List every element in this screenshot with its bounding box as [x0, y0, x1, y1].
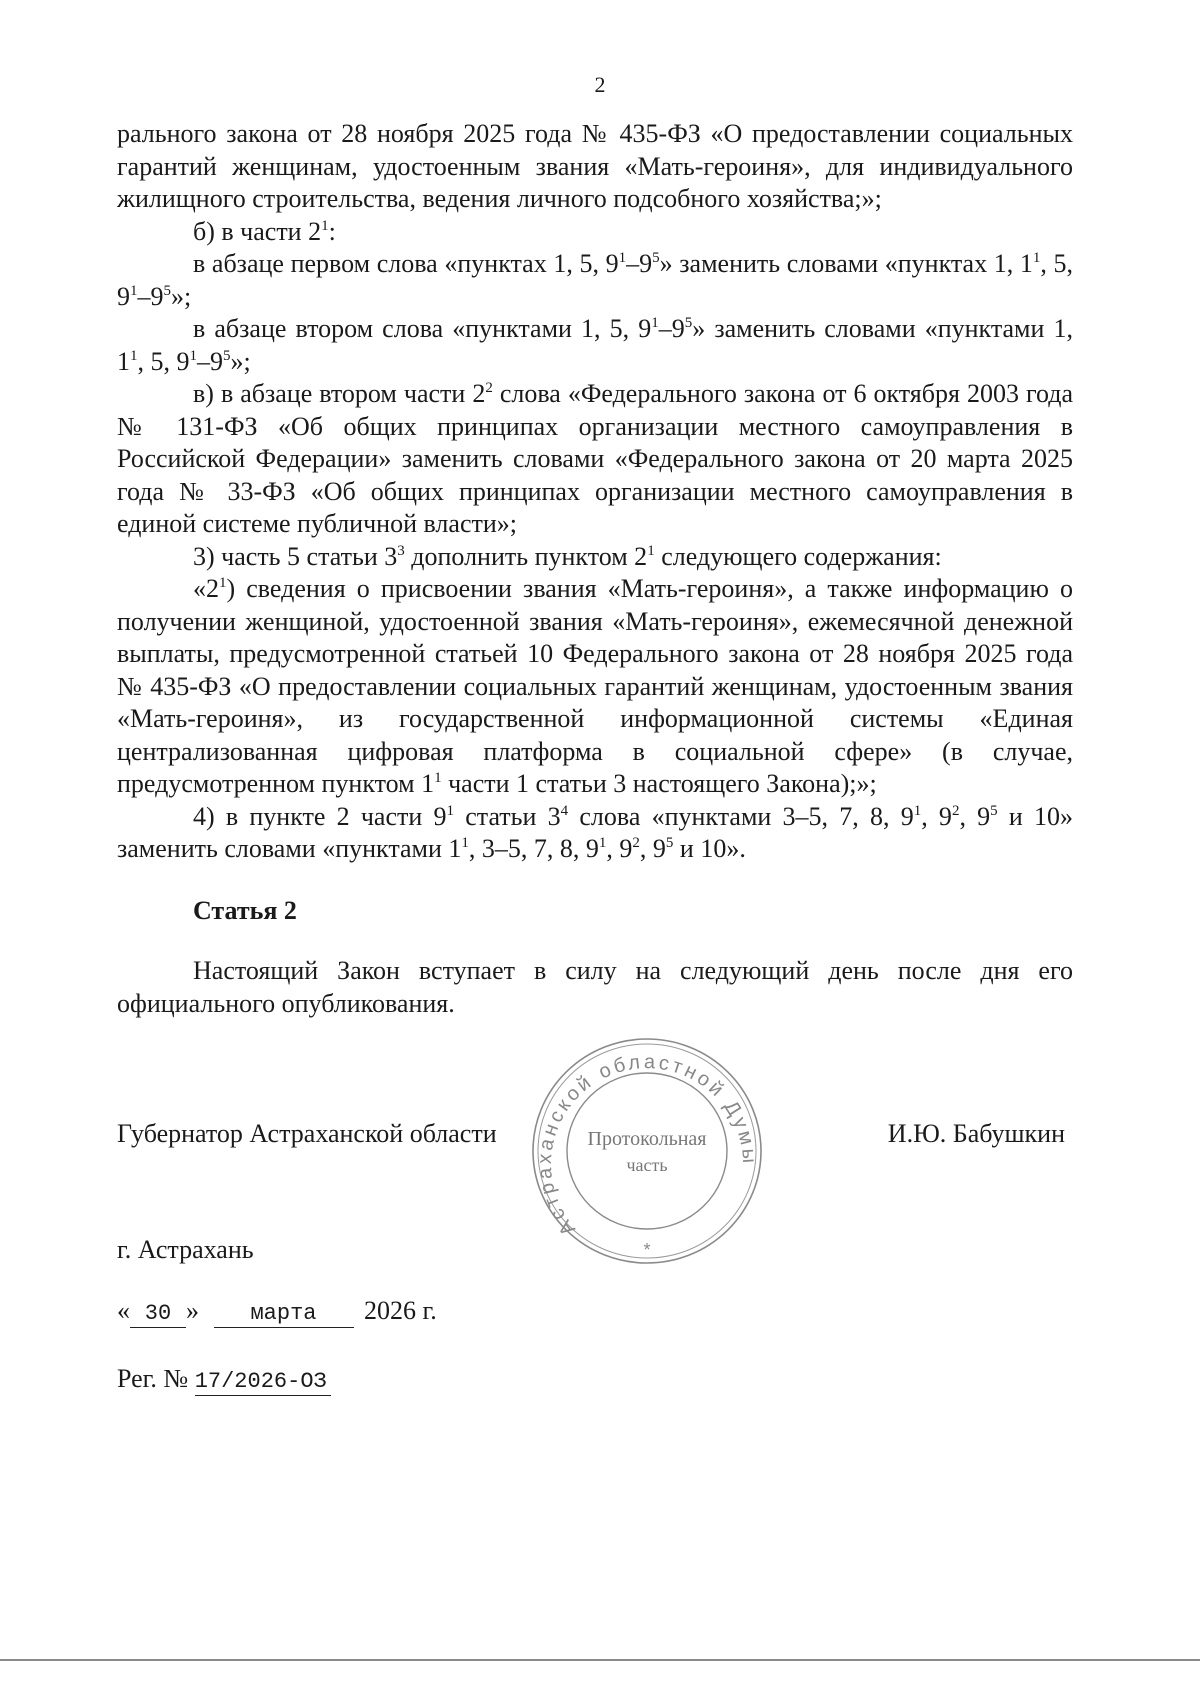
date-close-quote: » [186, 1296, 199, 1325]
article-2-text: Настоящий Закон вступает в силу на следующий день после дня его официального опубликования. [117, 956, 1073, 1018]
stamp-outer-text: Астраханской областной Думы [533, 1050, 761, 1240]
protocol-stamp [528, 1035, 766, 1267]
date-open-quote: « [117, 1296, 130, 1325]
footer-rule [0, 1659, 1200, 1661]
paragraph-item-4: 4) в пункте 2 части $9^1$ статьи $3^4$ слова «пунктами 3–5, 7, 8, $9^1$, $9^2$, $9^5$ и 10» заменить словами «пунктами $1^1$, 3–5, 7, 8, $9^1$, $9^2$, $9^5$ и 10». [117, 801, 1074, 863]
paragraph-first-indent-replacement: в абзаце первом слова «пунктах 1, 5, $9^1-9^5$» заменить словами «пунктах 1, $1^1$, 5, $9^1-9^5$»; [117, 249, 1074, 311]
signer-title: Губернатор Астраханской области [117, 1119, 497, 1148]
stamp-inner-line-2: часть [626, 1155, 668, 1175]
paragraph-continuation: рального закона от 28 ноября 2025 года № 435-ФЗ «О предоставлении социальных гарантий женщинам, удостоенным звания «Мать-героиня», для индивидуального жилищного строительства, ведения личного подсобного хозяйства;»; [117, 119, 1073, 213]
article-2-heading: Статья 2 [193, 896, 297, 925]
stamp-inner-line-1: Протокольная [587, 1128, 707, 1150]
paragraph-item-3: 3) часть 5 статьи $3^3$ дополнить пунктом $2^1$ следующего содержания: [193, 541, 942, 571]
paragraph-new-point-text: «$2^1$) сведения о присвоении звания «Мать-героиня», а также информацию о получении женщиной, удостоенной звания «Мать-героиня», ежемесячной денежной выплаты, предусмотренной статьей 10 Федерального закона от 28 ноября 2025 года № 435-ФЗ «О предоставлении социальных гарантий женщинам, удостоенным звания «Мать-героиня», из государственной информационной системы «Единая централизованная цифровая платформа в социальной сфере» (в случае, предусмотренном пунктом $1^1$ части 1 статьи 3 настоящего Закона);»; [117, 574, 1073, 798]
document-body [117, 118, 1073, 866]
registration-label: Рег. № [117, 1364, 189, 1393]
paragraph-item-v: в) в абзаце втором части $2^2$ слова «Федерального закона от 6 октября 2003 года № 131-ФЗ «Об общих принципах организации местного самоуправления в Российской Федерации» заменить словами «Федерального закона от 20 марта 2025 года № 33-ФЗ «Об общих принципах организации местного самоуправления в единой системе публичной власти»; [117, 379, 1073, 538]
signing-date [117, 1296, 437, 1328]
page-number: 2 [594, 72, 606, 97]
date-day: 30 [130, 1301, 186, 1328]
date-year: 2026 г. [364, 1296, 437, 1325]
registration-number: 17/2026-ОЗ [195, 1369, 331, 1396]
paragraph-second-indent-replacement: в абзаце втором слова «пунктами 1, 5, $9^1-9^5$» заменить словами «пунктами 1, $1^1$, 5, $9^1-9^5$»; [117, 314, 1073, 376]
place-of-signing: г. Астрахань [117, 1235, 254, 1264]
date-month: марта [214, 1301, 354, 1328]
stamp-star: * [643, 1240, 651, 1260]
paragraph-item-b: б) в части $2^1$: [193, 216, 336, 246]
signer-name: И.Ю. Бабушкин [887, 1119, 1065, 1148]
registration-line [117, 1364, 331, 1396]
